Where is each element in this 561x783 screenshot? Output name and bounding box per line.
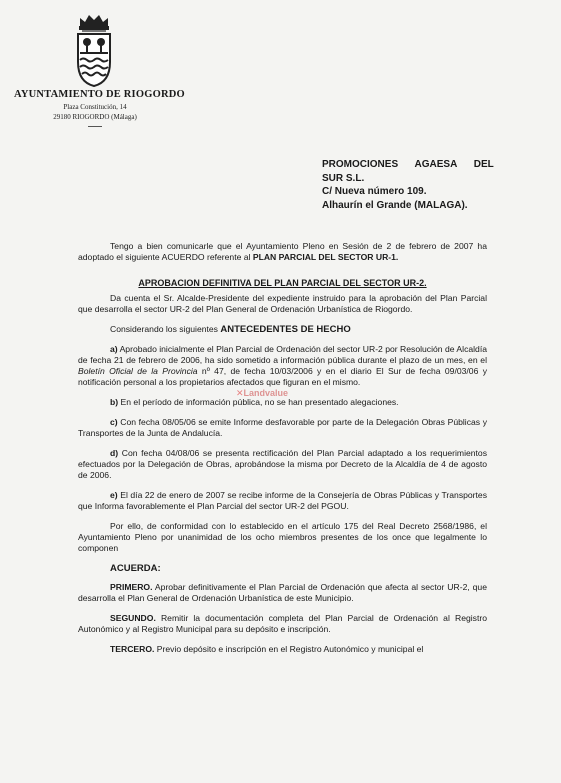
paragraph-por-ello: Por ello, de conformidad con lo establecido en el artículo 175 del Real Decreto 2568/1986, el Ayuntamiento Pleno por unanimidad de los ocho miembros presentes de los once que legalmente lo componen	[78, 521, 487, 553]
antecedente-c: c) Con fecha 08/05/06 se emite Informe desfavorable por parte de la Delegación Obras Públicas y Transportes de la Junta de Andalucía.	[78, 417, 487, 438]
antecedente-d: d) Con fecha 04/08/06 se presenta rectificación del Plan Parcial adaptado a los requerimientos efectuados por la Delegación de Obras, aprobándose la misma por Decreto de la Alcaldía de 4 de agosto de 2006.	[78, 448, 487, 480]
recipient-line-1: PROMOCIONES AGAESA DEL	[322, 159, 494, 170]
antecedente-e: e) El día 22 de enero de 2007 se recibe informe de la Consejería de Obras Públicas y Transportes que Informa favorablemente el Plan Parcial del sector UR-2 del PGOU.	[78, 490, 487, 511]
letter-body	[78, 241, 487, 655]
recipient-line-2: SUR S.L.	[322, 172, 365, 184]
coat-of-arms-icon	[74, 12, 114, 88]
resolution-segundo: SEGUNDO. Remitir la documentación completa del Plan Parcial de Ordenación al Registro Autonómico y al Registro Municipal para su depósito e inscripción.	[78, 613, 487, 634]
resolution-tercero: TERCERO. Previo depósito e inscripción en el Registro Autonómico y municipal el	[110, 644, 424, 654]
paragraph-considerando: Considerando los siguientes ANTECEDENTES DE HECHO	[110, 324, 351, 335]
antecedente-b: b) En el período de información pública, no se han presentado alegaciones.	[110, 397, 399, 407]
paragraph-da-cuenta: Da cuenta el Sr. Alcalde-Presidente del expediente instruido para la aprobación del Plan Parcial que desarrolla el sector UR-2 del Plan General de Ordenación Urbanística de Riogordo.	[78, 293, 487, 314]
town-hall-address	[0, 103, 190, 122]
intro-paragraph: Tengo a bien comunicarle que el Ayuntamiento Pleno en Sesión de 2 de febrero de 2007 ha adoptado el siguiente ACUERDO referente al PLAN PARCIAL DEL SECTOR UR-1.	[78, 241, 487, 262]
acuerda-heading: ACUERDA:	[110, 563, 161, 574]
recipient-line-4: Alhaurín el Grande (MALAGA).	[322, 199, 468, 211]
divider	[88, 126, 102, 127]
town-hall-name: AYUNTAMIENTO DE RIOGORDO	[14, 89, 185, 100]
watermark: ✕Landvalue	[236, 388, 289, 398]
section-heading: APROBACION DEFINITIVA DEL PLAN PARCIAL DEL SECTOR UR-2.	[138, 278, 427, 288]
recipient-block	[322, 158, 494, 212]
antecedente-a: a) Aprobado inicialmente el Plan Parcial de Ordenación del sector UR-2 por Resolución de Alcaldía de fecha 21 de febrero de 2006, ha sido sometido a información pública durante el plazo de un mes, en el Boletín Oficial de la Provincia nº 47, de fecha 10/03/2006 y en el diario El Sur de fecha 09/03/06 y notificación personal a los propietarios afectados que figuran en el mismo.	[78, 344, 487, 387]
recipient-line-3: C/ Nueva número 109.	[322, 186, 427, 197]
address-line-2: 29180 RIOGORDO (Málaga)	[53, 112, 137, 121]
resolution-primero: PRIMERO. Aprobar definitivamente el Plan Parcial de Ordenación que afecta al sector UR-2, que desarrolla el Plan General de Ordenación Urbanística de este Municipio.	[78, 582, 487, 603]
address-line-1: Plaza Constitución, 14	[63, 103, 127, 111]
